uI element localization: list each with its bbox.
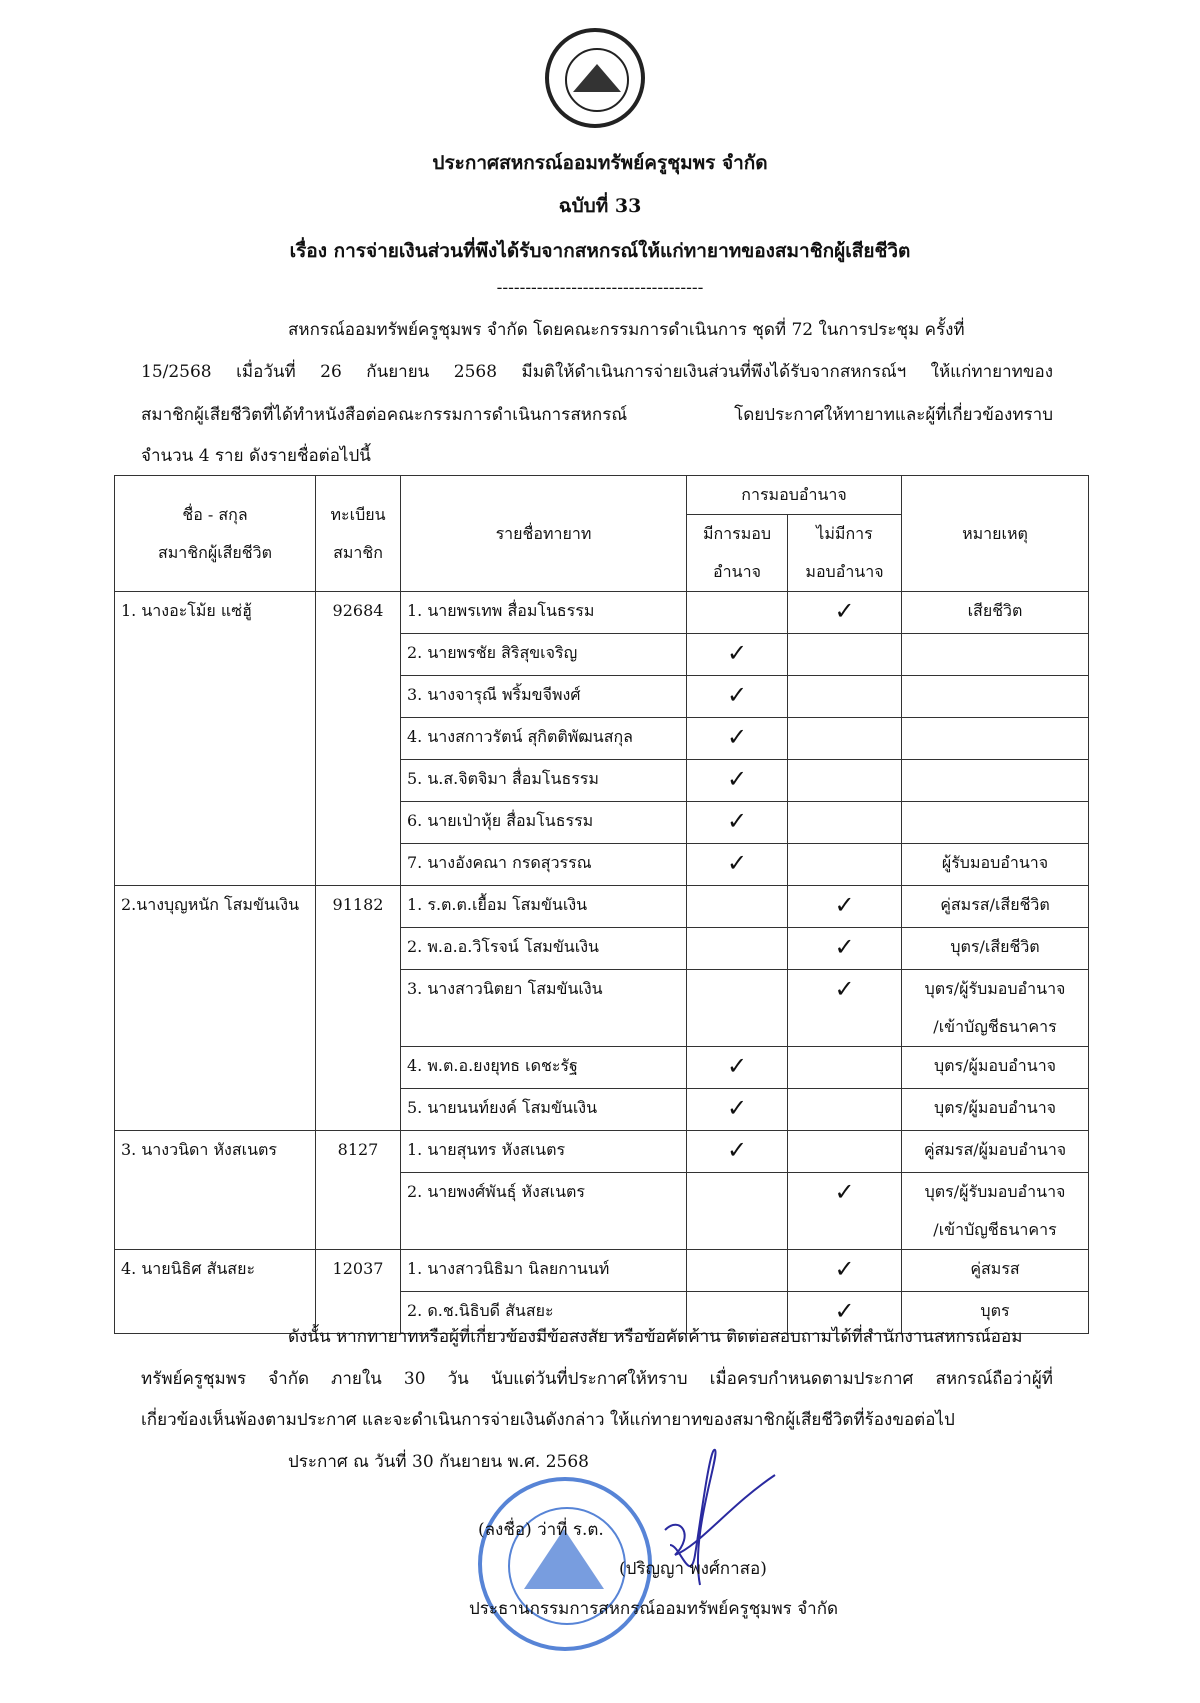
closing-line-1: ดังนั้น หากทายาทหรือผู้ที่เกี่ยวข้องมีข้อสงสัย หรือข้อคัดค้าน ติดต่อสอบถามได้ที่สำนักงานสหกรณ์ออม [288, 1327, 1023, 1347]
heir-name: 1. ร.ต.ต.เยื้อม โสมขันเงิน [401, 886, 687, 928]
remark-text: /เข้าบัญชีธนาคาร [933, 1017, 1057, 1036]
intro-line-3: สมาชิกผู้เสียชีวิตที่ได้ทำหนังสือต่อคณะกรรมการดำเนินการสหกรณ์ โดยประกาศให้ทายาทและผู้ที่เกี่ยวข้องทราบ [141, 405, 1053, 425]
deceased-member-name [115, 1047, 316, 1089]
remark-cell [902, 1173, 1089, 1250]
authorized-cell [687, 1131, 788, 1173]
authorized-cell [687, 1250, 788, 1292]
deceased-member-name [115, 928, 316, 970]
check-mark-icon: ✓ [726, 1136, 748, 1164]
not-authorized-cell [788, 592, 902, 634]
authorized-cell [687, 676, 788, 718]
remark-text: บุตร/ผู้รับมอบอำนาจ [924, 1182, 1066, 1201]
remark-cell [902, 1089, 1089, 1131]
check-mark-icon: ✓ [726, 723, 748, 751]
not-authorized-cell [788, 928, 902, 970]
divider: ------------------------------------ [496, 278, 704, 298]
header-member-name: ชื่อ - สกุล สมาชิกผู้เสียชีวิต [115, 476, 316, 592]
remark-text: บุตร [980, 1301, 1010, 1320]
remark-cell [902, 634, 1089, 676]
deceased-member-name [115, 1292, 316, 1334]
header-authorization: การมอบอำนาจ [687, 476, 902, 515]
announcement-date: ประกาศ ณ วันที่ 30 กันยายน พ.ศ. 2568 [288, 1452, 589, 1472]
authorized-cell [687, 760, 788, 802]
member-number [316, 634, 401, 676]
remark-cell [902, 676, 1089, 718]
table-row [115, 1047, 1089, 1089]
authorized-cell [687, 1173, 788, 1250]
check-mark-icon: ✓ [726, 1094, 748, 1122]
check-mark-icon: ✓ [834, 891, 855, 919]
member-number [316, 928, 401, 970]
check-mark-icon: ✓ [726, 765, 748, 793]
member-number [316, 676, 401, 718]
heir-name: 5. น.ส.จิตจิมา สื่อมโนธรรม [401, 760, 687, 802]
remark-text: บุตร/ผู้มอบอำนาจ [933, 1098, 1057, 1117]
check-mark-icon: ✓ [834, 1255, 855, 1283]
table-row [115, 970, 1089, 1047]
intro-line-2: 15/2568 เมื่อวันที่ 26 กันยายน 2568 มีมติให้ดำเนินการจ่ายเงินส่วนที่พึงได้รับจากสหกรณ์ฯ ให้แก่ทายาทของ [141, 362, 1053, 382]
heir-name: 4. นางสกาวรัตน์ สุกิตติพัฒนสกุล [401, 718, 687, 760]
check-mark-icon: ✓ [834, 933, 855, 961]
deceased-member-name [115, 970, 316, 1047]
member-number [316, 1047, 401, 1089]
remark-text: คู่สมรส/ผู้มอบอำนาจ [923, 1140, 1067, 1159]
table-row [115, 1089, 1089, 1131]
check-mark-icon: ✓ [834, 597, 855, 625]
signature-name: (ปริญญา พงศ์กาสอ) [619, 1559, 767, 1579]
remark-text: ผู้รับมอบอำนาจ [941, 853, 1049, 872]
member-number: 92684 [316, 592, 401, 634]
authorized-cell [687, 1089, 788, 1131]
member-number [316, 718, 401, 760]
intro-line-1: สหกรณ์ออมทรัพย์ครูชุมพร จำกัด โดยคณะกรรมการดำเนินการ ชุดที่ 72 ในการประชุม ครั้งที่ [288, 320, 965, 340]
table-row [115, 886, 1089, 928]
remark-text: เสียชีวิต [967, 601, 1023, 620]
remark-cell [902, 718, 1089, 760]
authorized-cell [687, 592, 788, 634]
not-authorized-cell [788, 634, 902, 676]
member-number [316, 760, 401, 802]
check-mark-icon: ✓ [726, 807, 748, 835]
authorized-cell [687, 634, 788, 676]
table-row [115, 1250, 1089, 1292]
cooperative-logo [545, 28, 645, 128]
remark-text: คู่สมรส/เสียชีวิต [940, 895, 1050, 914]
authorized-cell [687, 802, 788, 844]
deceased-member-name: 4. นายนิธิศ สันสยะ [115, 1250, 316, 1292]
remark-text: บุตร/เสียชีวิต [950, 937, 1040, 956]
remark-cell [902, 802, 1089, 844]
deceased-member-name: 3. นางวนิดา หังสเนตร [115, 1131, 316, 1173]
header-heir: รายชื่อทายาท [401, 476, 687, 592]
table-row [115, 718, 1089, 760]
deceased-member-name [115, 718, 316, 760]
header-authorized: มีการมอบ อำนาจ [687, 515, 788, 592]
closing-line-2: ทรัพย์ครูชุมพร จำกัด ภายใน 30 วัน นับแต่วันที่ประกาศให้ทราบ เมื่อครบกำหนดตามประกาศ สหกรณ์ถือว่าผู้ที่ [141, 1369, 1053, 1389]
deceased-member-name [115, 676, 316, 718]
authorized-cell [687, 718, 788, 760]
not-authorized-cell [788, 676, 902, 718]
remark-text: คู่สมรส [970, 1259, 1020, 1278]
signature-position: ประธานกรรมการสหกรณ์ออมทรัพย์ครูชุมพร จำกัด [469, 1599, 839, 1619]
heir-name: 5. นายนนท์ยงค์ โสมขันเงิน [401, 1089, 687, 1131]
table-row [115, 1173, 1089, 1250]
remark-text: /เข้าบัญชีธนาคาร [933, 1220, 1057, 1239]
table-row [115, 1131, 1089, 1173]
announcement-subject: เรื่อง การจ่ายเงินส่วนที่พึงได้รับจากสหกรณ์ให้แก่ทายาทของสมาชิกผู้เสียชีวิต [289, 240, 911, 262]
table-row [115, 676, 1089, 718]
deceased-member-name [115, 634, 316, 676]
not-authorized-cell [788, 1131, 902, 1173]
header-remark: หมายเหตุ [902, 476, 1089, 592]
check-mark-icon: ✓ [726, 849, 748, 877]
header-not-authorized: ไม่มีการ มอบอำนาจ [788, 515, 902, 592]
member-number [316, 844, 401, 886]
member-number [316, 802, 401, 844]
signature-signed: (ลงชื่อ) ว่าที่ ร.ต. [478, 1520, 604, 1540]
authorized-cell [687, 970, 788, 1047]
not-authorized-cell [788, 1047, 902, 1089]
heir-name: 2. นายพงศ์พันธุ์ หังสเนตร [401, 1173, 687, 1250]
not-authorized-cell [788, 718, 902, 760]
deceased-member-name [115, 844, 316, 886]
remark-cell [902, 970, 1089, 1047]
member-number [316, 1089, 401, 1131]
authorized-cell [687, 886, 788, 928]
heir-name: 2. พ.อ.อ.วิโรจน์ โสมขันเงิน [401, 928, 687, 970]
authorized-cell [687, 928, 788, 970]
not-authorized-cell [788, 1173, 902, 1250]
check-mark-icon: ✓ [834, 1178, 855, 1206]
not-authorized-cell [788, 970, 902, 1047]
table-row [115, 928, 1089, 970]
deceased-member-name [115, 1173, 316, 1250]
member-number: 8127 [316, 1131, 401, 1173]
heir-name: 2. ด.ช.นิธิบดี สันสยะ [401, 1292, 687, 1334]
remark-cell [902, 760, 1089, 802]
heir-name: 3. นางสาวนิตยา โสมขันเงิน [401, 970, 687, 1047]
not-authorized-cell [788, 1089, 902, 1131]
remark-cell [902, 928, 1089, 970]
remark-cell [902, 844, 1089, 886]
check-mark-icon: ✓ [834, 975, 855, 1003]
heir-name: 1. นายพรเทพ สื่อมโนธรรม [401, 592, 687, 634]
announcement-title: ประกาศสหกรณ์ออมทรัพย์ครูชุมพร จำกัด [432, 152, 768, 174]
table-row [115, 844, 1089, 886]
not-authorized-cell [788, 802, 902, 844]
remark-text: บุตร/ผู้รับมอบอำนาจ [924, 979, 1066, 998]
deceased-member-name [115, 1089, 316, 1131]
not-authorized-cell [788, 1250, 902, 1292]
authorized-cell [687, 1047, 788, 1089]
remark-cell [902, 1047, 1089, 1089]
heirs-table [114, 475, 1089, 1334]
heir-name: 6. นายเป่าหุ้ย สื่อมโนธรรม [401, 802, 687, 844]
heir-name: 3. นางจารุณี พริ้มขจีพงศ์ [401, 676, 687, 718]
deceased-member-name: 1. นางอะโม้ย แซ่ฮู้ [115, 592, 316, 634]
header-member-no: ทะเบียน สมาชิก [316, 476, 401, 592]
remark-cell [902, 1131, 1089, 1173]
remark-cell [902, 1250, 1089, 1292]
deceased-member-name [115, 760, 316, 802]
member-number: 12037 [316, 1250, 401, 1292]
announcement-number: ฉบับที่ 33 [558, 195, 642, 217]
heir-name: 4. พ.ต.อ.ยงยุทธ เดชะรัฐ [401, 1047, 687, 1089]
table-row [115, 802, 1089, 844]
authorized-cell [687, 844, 788, 886]
not-authorized-cell [788, 760, 902, 802]
deceased-member-name: 2.นางบุญหนัก โสมขันเงิน [115, 886, 316, 928]
remark-text: บุตร/ผู้มอบอำนาจ [933, 1056, 1057, 1075]
heir-name: 1. นายสุนทร หังสเนตร [401, 1131, 687, 1173]
check-mark-icon: ✓ [726, 639, 748, 667]
heir-name: 1. นางสาวนิธิมา นิลยกานนท์ [401, 1250, 687, 1292]
member-number: 91182 [316, 886, 401, 928]
remark-cell [902, 592, 1089, 634]
heir-name: 2. นายพรชัย สิริสุขเจริญ [401, 634, 687, 676]
member-number [316, 1173, 401, 1250]
closing-line-3: เกี่ยวข้องเห็นพ้องตามประกาศ และจะดำเนินการจ่ายเงินดังกล่าว ให้แก่ทายาทของสมาชิกผู้เสียชีวิตที่ร้องขอต่อไป [141, 1410, 955, 1430]
deceased-member-name [115, 802, 316, 844]
heir-name: 7. นางอังคณา กรดสุวรรณ [401, 844, 687, 886]
not-authorized-cell [788, 844, 902, 886]
table-row [115, 592, 1089, 634]
member-number [316, 970, 401, 1047]
check-mark-icon: ✓ [834, 1297, 855, 1325]
not-authorized-cell [788, 886, 902, 928]
intro-line-4: จำนวน 4 ราย ดังรายชื่อต่อไปนี้ [141, 446, 371, 466]
check-mark-icon: ✓ [726, 1052, 748, 1080]
table-row [115, 634, 1089, 676]
check-mark-icon: ✓ [726, 681, 748, 709]
remark-cell [902, 886, 1089, 928]
table-row [115, 760, 1089, 802]
